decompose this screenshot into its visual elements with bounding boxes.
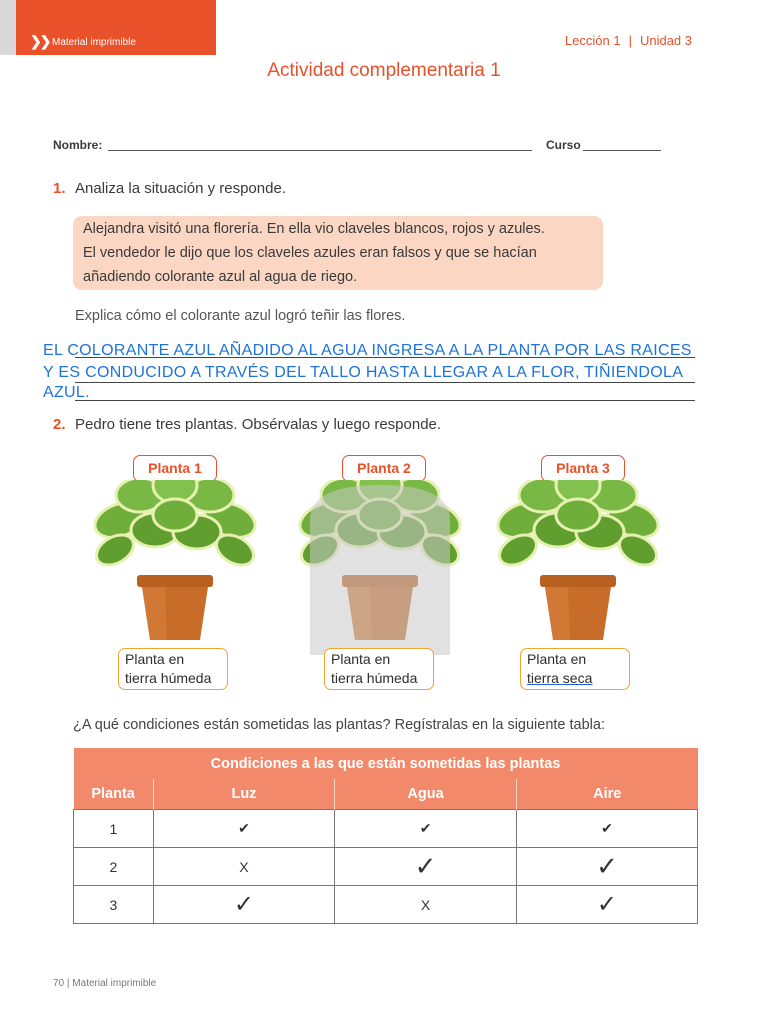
cell-luz[interactable]: ✓ (153, 886, 334, 924)
table-question: ¿A qué condiciones están sometidas las plantas? Regístralas en la siguiente tabla: (73, 717, 605, 733)
plant-2-cond-line1: Planta en (331, 651, 391, 667)
table-row (74, 810, 698, 848)
unit-label: Unidad 3 (639, 33, 692, 48)
plant-3-cond-line2: tierra seca (527, 670, 593, 686)
situation-line-1: Alejandra visitó una florería. En ella vio claveles blancos, rojos y azules. (83, 221, 545, 237)
cell-agua[interactable]: X (335, 886, 517, 924)
banner-label: Material imprimible (52, 37, 136, 48)
col-planta: Planta (74, 779, 154, 810)
plant-1-label: Planta 1 (133, 455, 217, 482)
plant-3-condition (520, 648, 630, 690)
conditions-table (73, 748, 698, 924)
double-chevron-icon: ❯❯ (30, 33, 50, 49)
footer-separator: | (66, 978, 70, 989)
plant-3-image (493, 480, 663, 640)
plants-illustration (0, 480, 768, 655)
page-footer (53, 978, 156, 989)
cell-planta: 2 (74, 848, 154, 886)
handwritten-answer-1: EL COLORANTE AZUL AÑADIDO AL AGUA INGRESA A LA PLANTA POR LAS RAICES (43, 342, 692, 359)
cell-planta: 1 (74, 810, 154, 848)
table-title: Condiciones a las que están sometidas las plantas (74, 748, 698, 779)
cell-aire[interactable]: ✓ (516, 848, 697, 886)
handwritten-answer-2: Y ES CONDUCIDO A TRAVÉS DEL TALLO HASTA LLEGAR A LA FLOR, TIÑIENDOLA (43, 364, 684, 381)
col-aire: Aire (516, 779, 697, 810)
cell-aire[interactable]: ✓ (516, 886, 697, 924)
lesson-label: Lección 1 (564, 33, 621, 48)
situation-line-3: añadiendo colorante azul al agua de riego. (83, 269, 358, 285)
plant-2-label: Planta 2 (342, 455, 426, 482)
q2-prompt: Pedro tiene tres plantas. Obsérvalas y luego responde. (75, 416, 442, 433)
plant-1-cond-line1: Planta en (125, 651, 185, 667)
header-corner (0, 0, 16, 55)
cell-luz[interactable]: X (153, 848, 334, 886)
cover-bell (310, 485, 450, 655)
situation-line-2: El vendedor le dijo que los claveles azules eran falsos y que se hacían (83, 245, 537, 261)
cell-agua[interactable]: ✔ (335, 810, 517, 848)
plant-1-condition (118, 648, 228, 690)
page-title: Actividad complementaria 1 (267, 60, 501, 81)
plant-2-image (295, 480, 465, 655)
cell-planta: 3 (74, 886, 154, 924)
handwritten-answer-3: AZUL. (43, 384, 90, 401)
name-field[interactable] (108, 150, 532, 151)
table-row (74, 886, 698, 924)
table-row (74, 848, 698, 886)
plant-3-label: Planta 3 (541, 455, 625, 482)
q2-number: 2. (53, 416, 66, 433)
answer-line-3 (75, 400, 695, 401)
plant-2-condition (324, 648, 434, 690)
plant-1-cond-line2: tierra húmeda (125, 670, 212, 686)
footer-label: Material imprimible (72, 978, 157, 989)
col-luz: Luz (153, 779, 334, 810)
cell-luz[interactable]: ✔ (153, 810, 334, 848)
name-label: Nombre: (53, 138, 103, 152)
col-agua: Agua (335, 779, 517, 810)
q1-prompt: Analiza la situación y responde. (75, 180, 286, 197)
cell-agua[interactable]: ✓ (335, 848, 517, 886)
q1-number: 1. (53, 180, 66, 197)
lesson-separator: | (628, 33, 632, 48)
course-label: Curso (546, 138, 581, 152)
lesson-unit (561, 33, 696, 48)
course-field[interactable] (583, 150, 661, 151)
answer-line-2 (75, 382, 695, 383)
plant-1-image (90, 480, 260, 640)
page-number: 70 (53, 978, 65, 989)
cell-aire[interactable]: ✔ (516, 810, 697, 848)
plant-3-cond-line1: Planta en (527, 651, 587, 667)
plant-2-cond-line2: tierra húmeda (331, 670, 418, 686)
explain-prompt: Explica cómo el colorante azul logró teñir las flores. (75, 308, 406, 324)
